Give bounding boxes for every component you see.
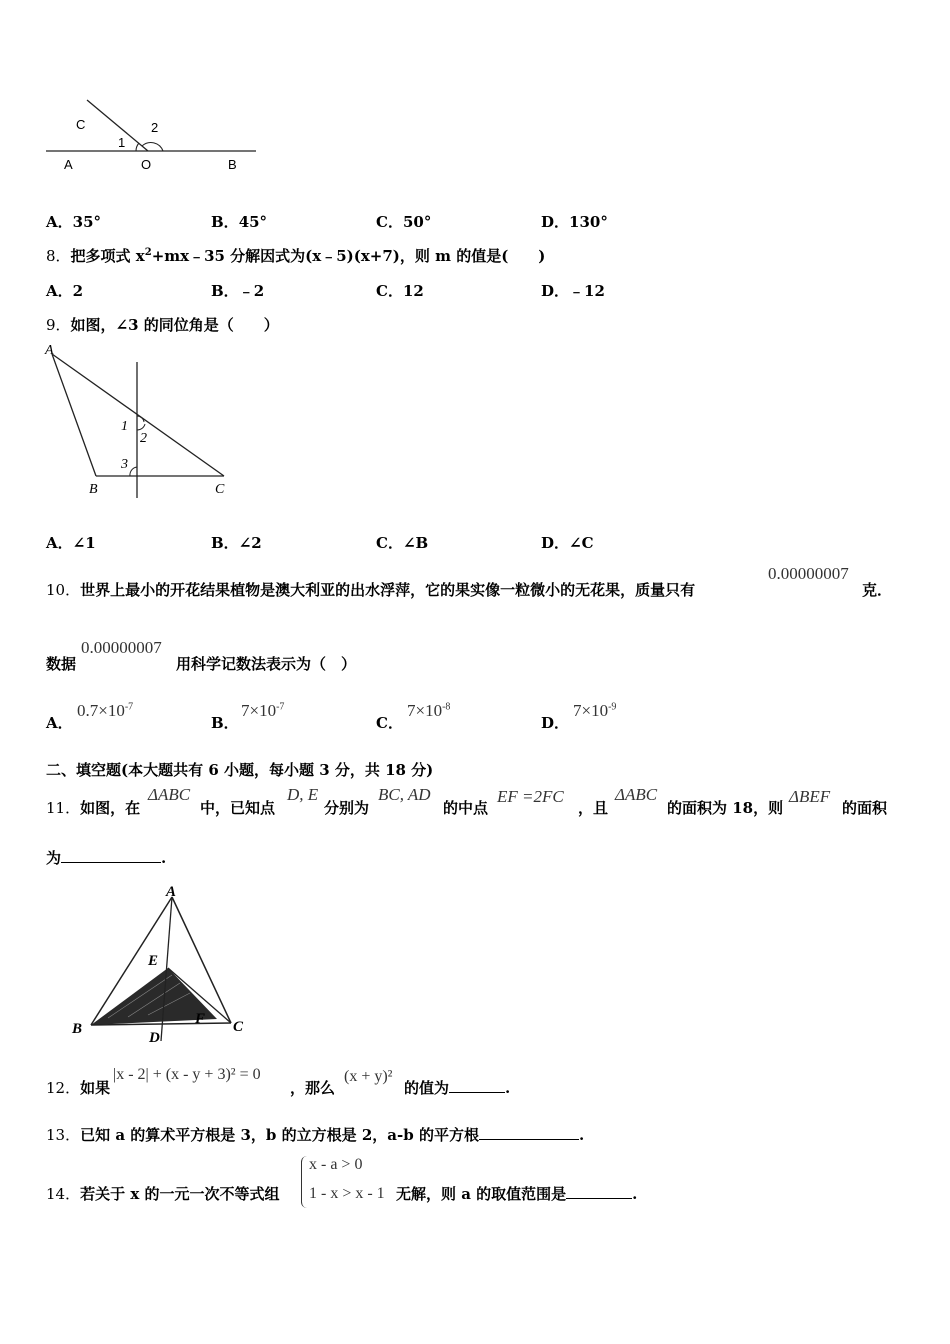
q13-answer-blank[interactable] [479,1125,579,1140]
label-a: A [64,157,73,172]
q10-line2-suffix: 用科学记数法表示为（ ） [176,655,357,673]
label-a: A [166,884,177,900]
q8-option-c[interactable]: C．12 [376,282,424,300]
label-o: O [141,157,152,172]
q11-figure [68,883,258,1046]
q10-option-c-letter[interactable]: C． [376,714,403,732]
segment-ab [52,354,96,476]
section-title: 二、填空题(本大题共有 6 小题，每小题 3 分，共 18 分) [46,761,434,779]
q11-text-1: 11．如图，在 [46,799,141,817]
label-c: C [215,482,225,497]
label-1: 1 [121,419,128,434]
q9-option-d[interactable]: D．∠C [541,534,594,552]
label-c: C [233,1019,244,1035]
q12-text-2: ，那么 [290,1079,336,1097]
label-b: B [89,482,98,497]
q10-data-value: 0.00000007 [81,638,162,657]
label-2: 2 [151,120,159,135]
q11-math-abc-2: ΔABC [615,785,658,804]
q10-option-a-letter[interactable]: A． [46,714,73,732]
angle-3-arc [130,467,137,476]
q9-option-c[interactable]: C．∠B [376,534,429,552]
q13-stem: 13．已知 a 的算术平方根是 3，b 的立方根是 2，a-b 的平方根 . [46,1126,585,1144]
q10-option-b-value[interactable]: $7\times 10^{-7}$ [241,701,285,720]
angle-1-arc [137,416,144,422]
angle-2-arc [137,424,145,430]
q11-math-abc: ΔABC [148,785,191,804]
q14-answer-blank[interactable] [566,1184,632,1199]
q10-stem: 10．世界上最小的开花结果植物是澳大利亚的出水浮萍，它的果实像一粒微小的无花果，质量只有 [46,581,696,599]
label-a: A [45,343,54,358]
label-3: 3 [121,457,128,472]
q11-text-7: 的面积 [842,799,888,817]
q12-answer-blank[interactable] [449,1078,505,1093]
q9-option-a[interactable]: A．∠1 [46,534,96,552]
q8-option-b[interactable]: B．﹣2 [211,282,265,300]
q11-text-4: 的中点 [443,799,489,817]
q12-text-1: 12．如果 [46,1079,111,1097]
q11-math-bef: ΔBEF [789,787,831,806]
q9-option-b[interactable]: B．∠2 [211,534,262,552]
angle-1-arc [136,143,139,151]
q10-mass-value: 0.00000007 [768,564,849,583]
q11-math-de: D, E [287,785,319,804]
q12-text-3: 的值为 . [404,1079,511,1097]
label-2: 2 [140,431,147,446]
q9-figure [40,338,240,503]
q7-figure [40,92,270,182]
label-e: E [148,953,159,969]
q14-text-1: 14．若关于 x 的一元一次不等式组 [46,1185,280,1203]
label-f: F [195,1011,206,1027]
q7-option-a[interactable]: A．35° [46,213,102,231]
angle-2-arc [142,143,163,151]
q10-option-d-value[interactable]: $7\times 10^{-9}$ [573,701,617,720]
system-brace [301,1156,308,1208]
q14-text-2: 无解，则 a 的取值范围是 . [396,1185,638,1203]
q11-text-2: 中，已知点 [200,799,276,817]
q11-math-ef: EF =2FC [497,787,564,806]
q7-option-b[interactable]: B．45° [211,213,268,231]
q11-line2: 为 . [46,849,167,867]
label-c: C [76,117,86,132]
label-1: 1 [118,135,126,150]
q10-line2-prefix: 数据 [46,655,77,673]
q9-stem: 9．如图，∠3 的同位角是（ ） [46,316,279,334]
q10-unit: 克． [862,581,893,599]
q8-stem: 8．把多项式 $x^2+mx﹣35$ 分解因式为(x﹣5)(x+7)，则 m 的值是( ) [46,247,546,265]
q10-option-b-letter[interactable]: B． [211,714,239,732]
label-b: B [228,157,237,172]
q10-option-d-letter[interactable]: D． [541,714,570,732]
q12-condition: |x - 2| + (x - y + 3)² = 0 [113,1066,261,1083]
label-b: B [72,1021,83,1037]
q8-option-d[interactable]: D．﹣12 [541,282,605,300]
q11-math-bcad: BC, AD [378,785,431,804]
q11-text-5: ，且 [578,799,609,817]
q10-option-a-value[interactable]: $0.7\times 10^{-7}$ [77,701,134,720]
q12-target-expr: (x + y)² [344,1068,393,1085]
q7-option-c[interactable]: C．50° [376,213,432,231]
q14-inequality-2: 1 - x > x - 1 [309,1185,385,1202]
segment-ac [52,354,224,476]
q8-option-a[interactable]: A．2 [46,282,84,300]
label-d: D [149,1030,160,1046]
q7-option-d[interactable]: D．130° [541,213,608,231]
q11-answer-blank[interactable] [61,848,161,863]
q14-inequality-1: x - a > 0 [309,1156,363,1173]
q11-text-6: 的面积为 18，则 [667,799,784,817]
q11-text-3: 分别为 [324,799,370,817]
q10-option-c-value[interactable]: $7\times 10^{-8}$ [407,701,451,720]
